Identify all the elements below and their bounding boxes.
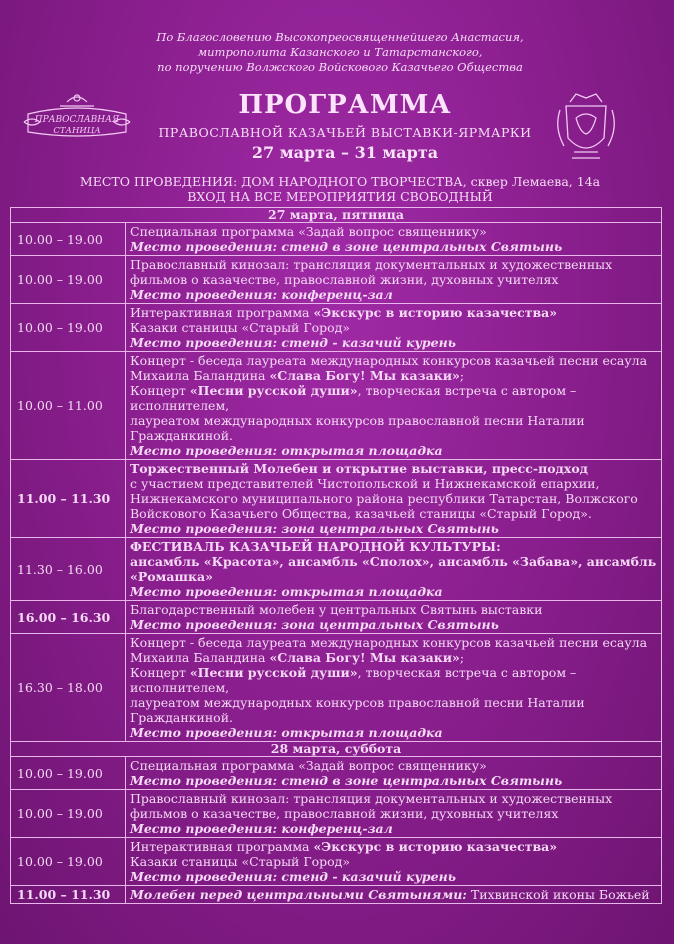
description-line [130,257,657,272]
event-location: Место проведения: открытая площадка [130,443,443,458]
text-segment: Православный кинозал: трансляция документальных и художественных [130,257,613,272]
description-line [130,695,657,710]
text-segment: Православный кинозал: трансляция документальных и художественных [130,791,613,806]
page-subtitle: ПРАВОСЛАВНОЙ КАЗАЧЬЕЙ ВЫСТАВКИ-ЯРМАРКИ [158,125,532,140]
text-segment: Специальная программа «Задай вопрос священнику» [130,224,487,239]
text-segment: Благодарственный молебен у центральных Святынь выставки [130,602,543,617]
text-segment: ; [459,650,465,665]
event-location: Место проведения: зона центральных Святынь [130,617,499,632]
event-row [11,601,662,634]
description-line [130,791,657,806]
description-line [130,506,657,521]
text-segment: Специальная программа «Задай вопрос священнику» [130,758,487,773]
text-segment: «Экскурс в историю казачества» [313,305,558,320]
description-line [130,320,657,335]
text-segment: «Песни русской души» [189,383,358,398]
event-location: Место проведения: стенд - казачий курень [130,335,456,350]
event-time: 16.00 – 16.30 [11,601,126,634]
event-time: 10.00 – 11.00 [11,352,126,460]
schedule-table [10,207,662,904]
blessing-line: По Благословению Высокопреосвященнейшего Анастасия, [156,30,524,44]
text-segment: Концерт - беседа лауреата международных конкурсов казачьей песни есаула [130,635,648,650]
description-line [130,539,657,554]
svg-text:СТАНИЦА: СТАНИЦА [53,126,101,136]
text-segment: Тихвинской иконы Божьей [466,887,650,902]
description-line [130,491,657,506]
text-segment: Казаки станицы «Старый Город» [130,854,351,869]
day-label: 28 марта, суббота [11,742,662,757]
text-segment: Интерактивная программа [130,839,314,854]
description-line [130,665,657,695]
text-segment: с участием представителей Чистопольской и Нижнекамской епархии, [130,476,600,491]
svg-text:ПРАВОСЛАВНАЯ: ПРАВОСЛАВНАЯ [34,115,120,125]
text-segment: Концерт [130,383,190,398]
text-segment: Войскового Казачьего Общества, казачьей станицы «Старый Город». [130,506,592,521]
event-row [11,538,662,601]
event-row [11,223,662,256]
text-segment: Концерт - беседа лауреата международных конкурсов казачьей песни есаула [130,353,648,368]
schedule-body [11,208,662,904]
description-line [130,569,657,584]
description-line [130,305,657,320]
text-segment: лауреатом международных конкурсов православной песни Наталии [130,695,585,710]
description-line [130,224,657,239]
event-description [126,460,662,538]
event-description [126,790,662,838]
text-segment: Концерт [130,665,190,680]
description-line [130,413,657,428]
event-row [11,634,662,742]
event-location: Место проведения: зона центральных Святынь [130,521,499,536]
page-title: ПРОГРАММА [238,90,452,120]
event-row [11,352,662,460]
text-segment: «Ромашка» [130,569,213,584]
event-description [126,886,662,904]
event-time: 10.00 – 19.00 [11,838,126,886]
event-time: 11.30 – 16.00 [11,538,126,601]
text-segment: Торжественный Молебен и открытие выставки, пресс-подход [130,461,589,476]
cossack-emblem-icon [552,88,620,166]
event-description [126,838,662,886]
event-row [11,460,662,538]
event-row [11,256,662,304]
description-line [130,476,657,491]
description-line [130,272,657,287]
description-line [130,461,657,476]
text-segment: «Слава Богу! Мы казаки» [269,368,460,383]
text-segment: «Песни русской души» [189,665,358,680]
event-location: Место проведения: конференц-зал [130,821,393,836]
description-line [130,839,657,854]
event-description [126,634,662,742]
event-time: 10.00 – 19.00 [11,757,126,790]
description-line [130,758,657,773]
event-time: 10.00 – 19.00 [11,256,126,304]
text-segment: фильмов о казачестве, православной жизни, духовных учителях [130,272,559,287]
description-line [130,353,657,368]
event-time: 11.00 – 11.30 [11,886,126,904]
event-row [11,886,662,904]
event-description [126,256,662,304]
event-description [126,538,662,601]
text-segment: «Экскурс в историю казачества» [313,839,558,854]
pravoslavnaya-stanitsa-logo [22,92,132,142]
event-time: 10.00 – 19.00 [11,790,126,838]
event-row [11,790,662,838]
event-row [11,757,662,790]
text-segment: Молебен перед центральными Святынями: [130,887,467,902]
day-row [11,208,662,223]
text-segment: лауреатом международных конкурсов православной песни Наталии [130,413,585,428]
program-header [0,0,674,210]
event-time: 10.00 – 19.00 [11,304,126,352]
description-line [130,554,657,569]
text-segment: Михаила Баландина [130,368,270,383]
text-segment: ФЕСТИВАЛЬ КАЗАЧЬЕЙ НАРОДНОЙ КУЛЬТУРЫ: [130,539,501,554]
text-segment: ансамбль «Красота», ансамбль «Сполох», ансамбль «Забава», ансамбль [130,554,657,569]
event-location: Место проведения: конференц-зал [130,287,393,302]
description-line [130,854,657,869]
event-time: 16.30 – 18.00 [11,634,126,742]
event-location: Место проведения: стенд - казачий курень [130,869,456,884]
event-location: Место проведения: стенд в зоне центральных Святынь [130,239,563,254]
text-segment: ; [459,368,465,383]
event-time: 10.00 – 19.00 [11,223,126,256]
description-line [130,368,657,383]
day-row [11,742,662,757]
event-time: 11.00 – 11.30 [11,460,126,538]
text-segment: фильмов о казачестве, православной жизни, духовных учителях [130,806,559,821]
free-entry-note: ВХОД НА ВСЕ МЕРОПРИЯТИЯ СВОБОДНЫЙ [187,189,493,204]
event-location: Место проведения: открытая площадка [130,725,443,740]
event-row [11,304,662,352]
description-line [130,710,657,725]
event-location: Место проведения: стенд в зоне центральных Святынь [130,773,563,788]
day-label: 27 марта, пятница [11,208,662,223]
blessing-text [140,30,540,75]
description-line [130,428,657,443]
description-line [130,635,657,650]
event-description [126,352,662,460]
event-location: Место проведения: открытая площадка [130,584,443,599]
description-line [130,887,657,902]
description-line [130,602,657,617]
exhibition-dates: 27 марта – 31 марта [251,143,439,162]
event-description [126,601,662,634]
event-description [126,223,662,256]
text-segment: Гражданкиной. [130,710,234,725]
description-line [130,383,657,413]
event-description [126,304,662,352]
text-segment: , творческая встреча с автором – исполнителем, [130,665,577,695]
text-segment: Михаила Баландина [130,650,270,665]
text-segment: , творческая встреча с автором – исполнителем, [130,383,577,413]
venue-address: МЕСТО ПРОВЕДЕНИЯ: ДОМ НАРОДНОГО ТВОРЧЕСТВА, сквер Лемаева, 14а [79,174,601,189]
description-line [130,650,657,665]
text-segment: «Слава Богу! Мы казаки» [269,650,460,665]
text-segment: Гражданкиной. [130,428,234,443]
description-line [130,806,657,821]
text-segment: Казаки станицы «Старый Город» [130,320,351,335]
event-description [126,757,662,790]
event-row [11,838,662,886]
blessing-line: митрополита Казанского и Татарстанского, [197,45,483,59]
blessing-line: по поручению Волжского Войскового Казачьего Общества [157,60,523,74]
venue-info [60,174,620,204]
text-segment: Нижнекамского муниципального района республики Татарстан, Волжского [130,491,638,506]
text-segment: Интерактивная программа [130,305,314,320]
